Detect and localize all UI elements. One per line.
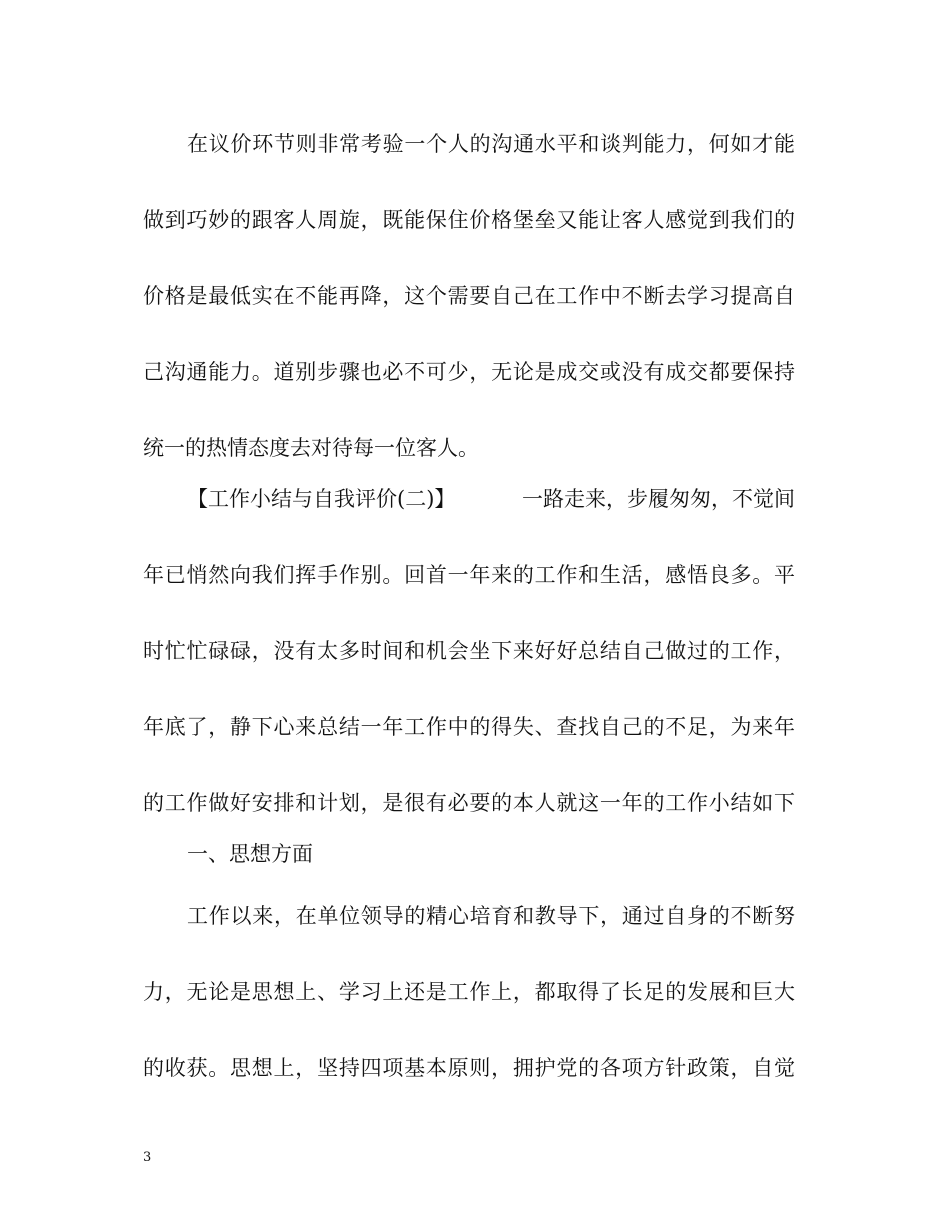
paragraph-line: 工作以来，在单位领导的精心培育和教导下，通过自身的不断努: [187, 904, 795, 928]
paragraph-line: 在议价环节则非常考验一个人的沟通水平和谈判能力，何如才能: [187, 132, 795, 156]
section-heading-line: [187, 486, 795, 512]
paragraph-line: 时忙忙碌碌，没有太多时间和机会坐下来好好总结自己做过的工作，: [143, 639, 795, 663]
paragraph-line: 力，无论是思想上、学习上还是工作上，都取得了长足的发展和巨大: [143, 980, 795, 1004]
paragraph-line: 己沟通能力。道别步骤也必不可少，无论是成交或没有成交都要保持: [143, 360, 795, 384]
page-number: 3: [143, 1150, 152, 1165]
paragraph-line: 的收获。思想上，坚持四项基本原则，拥护党的各项方针政策，自觉: [143, 1056, 795, 1080]
paragraph-line: 统一的热情态度去对待每一位客人。: [143, 436, 479, 460]
paragraph-line: 做到巧妙的跟客人周旋，既能保住价格堡垒又能让客人感觉到我们的: [143, 208, 795, 232]
paragraph-line: 年底了，静下心来总结一年工作中的得失、查找自己的不足，为来年: [143, 715, 795, 739]
section-heading: 【工作小结与自我评价(二)】: [187, 487, 456, 511]
paragraph-line: 价格是最低实在不能再降，这个需要自己在工作中不断去学习提高自: [143, 284, 795, 308]
subsection-heading: 一、思想方面: [187, 842, 313, 866]
paragraph-line: 的工作做好安排和计划，是很有必要的本人就这一年的工作小结如下: [143, 791, 795, 815]
paragraph-line: 年已悄然向我们挥手作别。回首一年来的工作和生活，感悟良多。平: [143, 563, 795, 587]
heading-followup-text: 一路走来，步履匆匆，不觉间: [522, 487, 795, 511]
